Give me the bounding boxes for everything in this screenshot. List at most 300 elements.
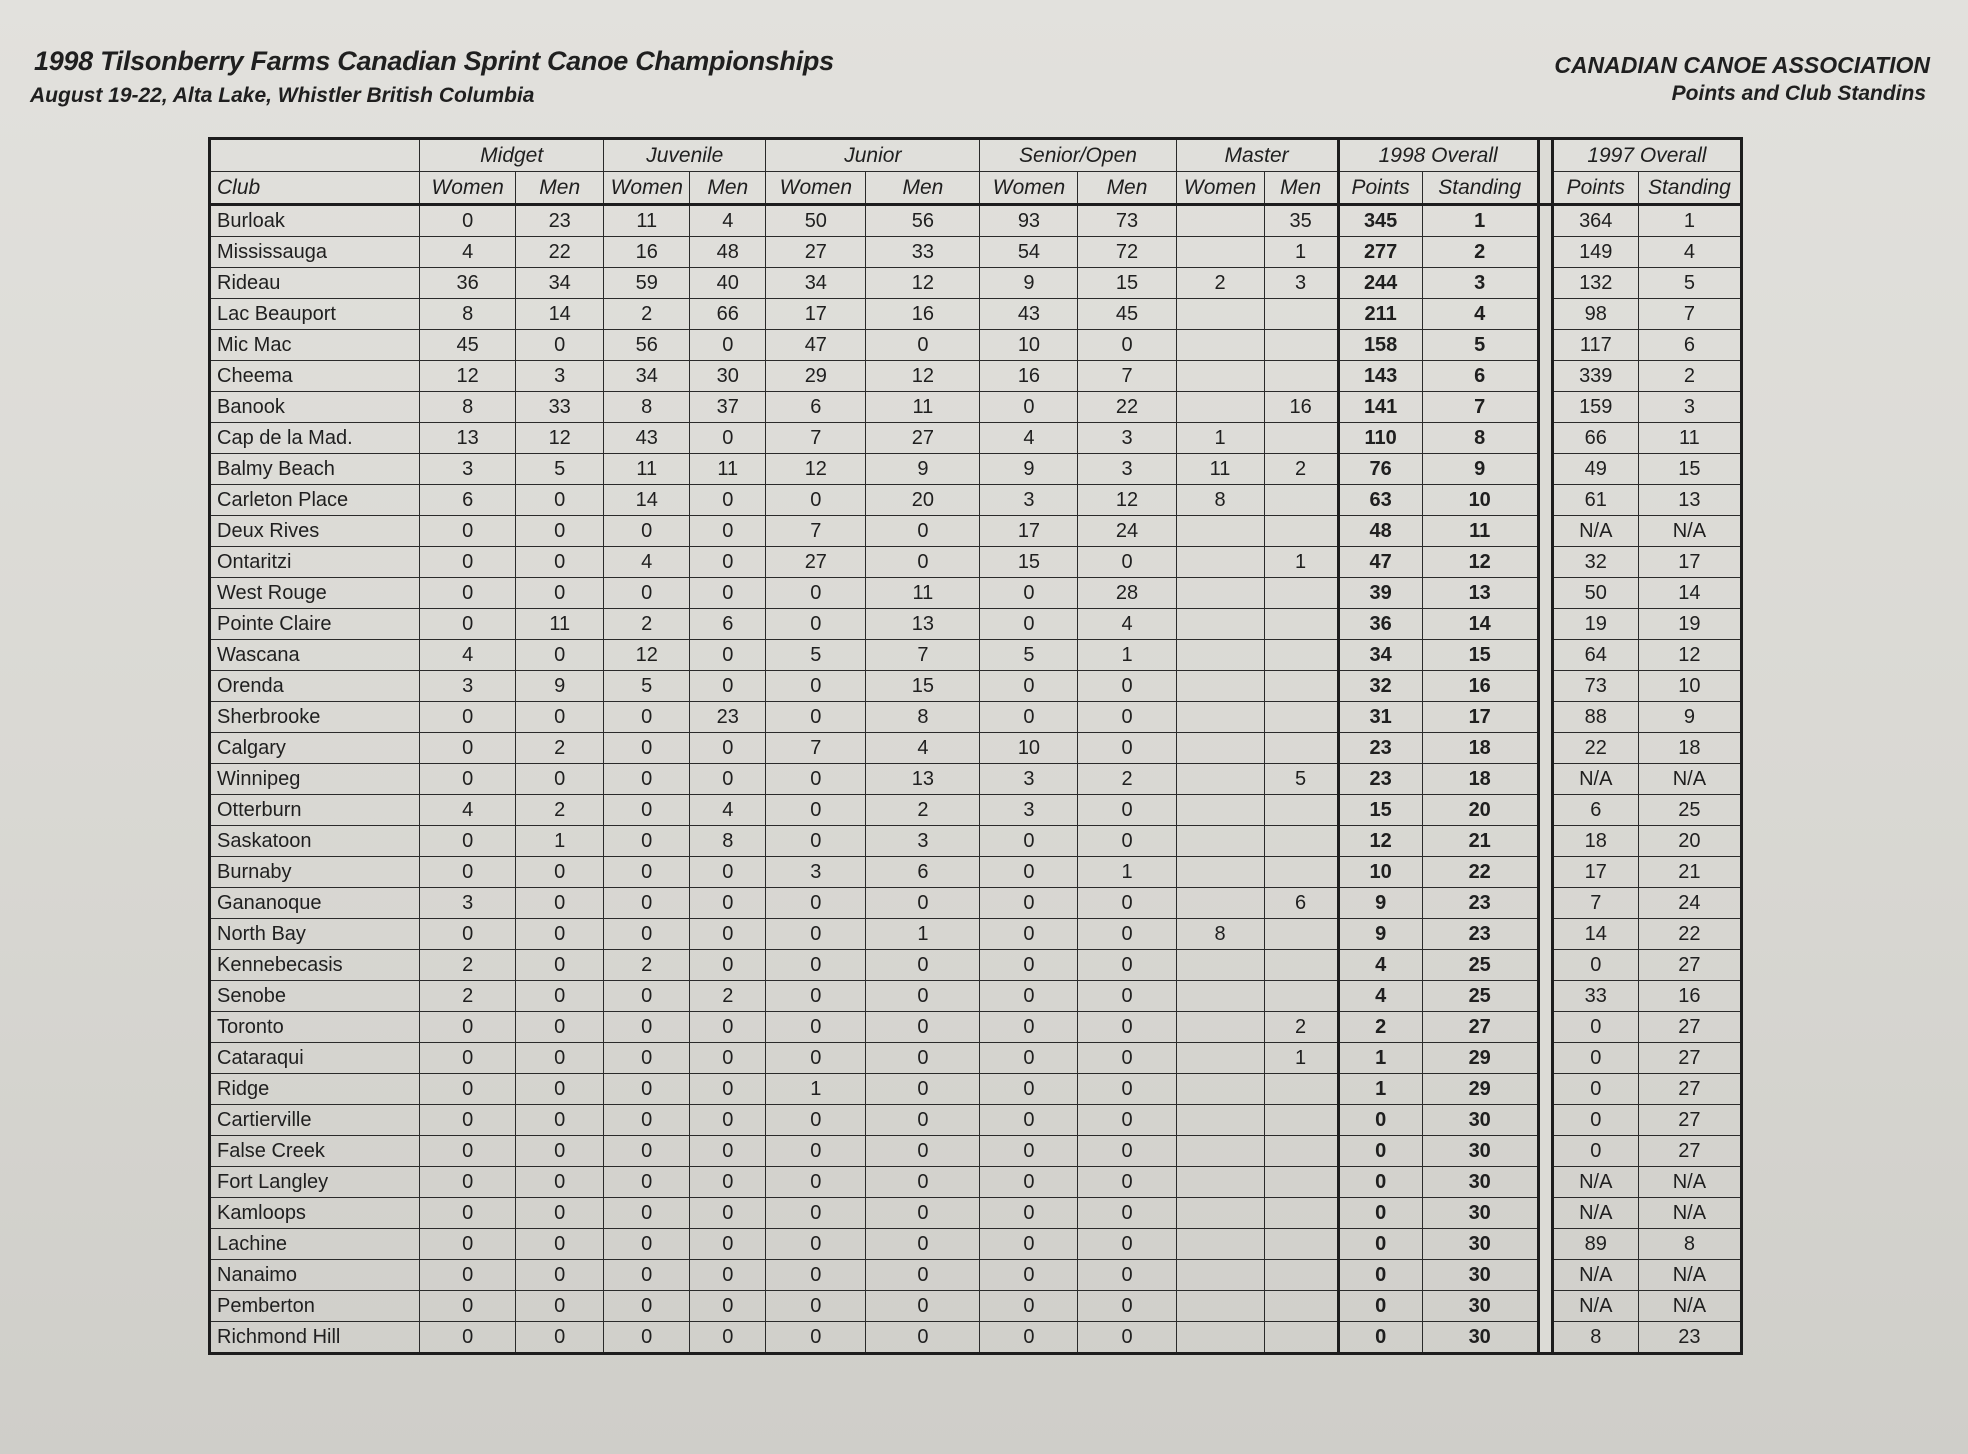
column-gap — [1538, 671, 1552, 702]
column-gap — [1538, 268, 1552, 299]
value-cell: 0 — [690, 888, 766, 919]
value-cell: 54 — [980, 237, 1078, 268]
column-gap — [1538, 733, 1552, 764]
value-cell: 0 — [866, 1074, 980, 1105]
table-row — [210, 1074, 1742, 1105]
table-row — [210, 671, 1742, 702]
value-cell: 43 — [604, 423, 690, 454]
value-cell: 88 — [1552, 702, 1638, 733]
standings-table — [208, 137, 1743, 1355]
value-cell: 14 — [1552, 919, 1638, 950]
value-cell: 33 — [866, 237, 980, 268]
value-cell: 244 — [1338, 268, 1422, 299]
value-cell: 8 — [604, 392, 690, 423]
value-cell: 5 — [766, 640, 866, 671]
group-header-juvenile: Juvenile — [604, 139, 766, 172]
value-cell: 29 — [1422, 1074, 1538, 1105]
value-cell: 0 — [516, 1322, 604, 1354]
value-cell — [1264, 1291, 1338, 1322]
value-cell: 8 — [420, 299, 516, 330]
value-cell: 7 — [866, 640, 980, 671]
value-cell: 0 — [1078, 1198, 1176, 1229]
value-cell: 0 — [766, 609, 866, 640]
value-cell: 6 — [690, 609, 766, 640]
value-cell: 1 — [1078, 640, 1176, 671]
value-cell: 12 — [1422, 547, 1538, 578]
value-cell: 2 — [420, 981, 516, 1012]
value-cell: 73 — [1078, 205, 1176, 237]
table-row — [210, 950, 1742, 981]
value-cell: 159 — [1552, 392, 1638, 423]
value-cell: 9 — [1338, 919, 1422, 950]
value-cell: 0 — [866, 1012, 980, 1043]
table-row — [210, 795, 1742, 826]
value-cell: 0 — [420, 516, 516, 547]
value-cell: 0 — [980, 888, 1078, 919]
value-cell: 0 — [766, 1229, 866, 1260]
value-cell: 0 — [604, 1074, 690, 1105]
value-cell: 66 — [1552, 423, 1638, 454]
column-gap — [1538, 139, 1552, 172]
value-cell: 23 — [1638, 1322, 1741, 1354]
value-cell: 0 — [1338, 1322, 1422, 1354]
table-row — [210, 1105, 1742, 1136]
value-cell: 0 — [690, 1136, 766, 1167]
value-cell: 0 — [980, 826, 1078, 857]
value-cell — [1264, 423, 1338, 454]
value-cell: 0 — [980, 1105, 1078, 1136]
value-cell — [1176, 1043, 1264, 1074]
value-cell: 0 — [604, 1291, 690, 1322]
value-cell: 28 — [1078, 578, 1176, 609]
column-gap — [1538, 237, 1552, 268]
value-cell: 27 — [766, 547, 866, 578]
value-cell: 30 — [1422, 1105, 1538, 1136]
value-cell: 14 — [604, 485, 690, 516]
value-cell — [1176, 888, 1264, 919]
value-cell: 5 — [1638, 268, 1741, 299]
value-cell: 14 — [1638, 578, 1741, 609]
value-cell: 8 — [1552, 1322, 1638, 1354]
value-cell: 29 — [1422, 1043, 1538, 1074]
value-cell — [1264, 516, 1338, 547]
value-cell: 11 — [690, 454, 766, 485]
value-cell: 11 — [604, 205, 690, 237]
value-cell: 0 — [1078, 1322, 1176, 1354]
value-cell: 0 — [866, 1291, 980, 1322]
value-cell: 0 — [516, 485, 604, 516]
club-name-cell: Gananoque — [210, 888, 420, 919]
value-cell — [1264, 1260, 1338, 1291]
value-cell: 0 — [766, 1198, 866, 1229]
column-gap — [1538, 981, 1552, 1012]
value-cell: 12 — [1078, 485, 1176, 516]
value-cell: 0 — [604, 1012, 690, 1043]
value-cell — [1176, 578, 1264, 609]
value-cell: 0 — [1552, 1105, 1638, 1136]
table-row — [210, 299, 1742, 330]
value-cell — [1264, 485, 1338, 516]
value-cell: 30 — [1422, 1322, 1538, 1354]
value-cell: 0 — [516, 1198, 604, 1229]
value-cell: 0 — [1078, 1136, 1176, 1167]
value-cell: 10 — [980, 330, 1078, 361]
value-cell: 8 — [420, 392, 516, 423]
value-cell — [1176, 361, 1264, 392]
value-cell — [1264, 1229, 1338, 1260]
value-cell: 4 — [420, 237, 516, 268]
value-cell: 16 — [1264, 392, 1338, 423]
club-name-cell: Cartierville — [210, 1105, 420, 1136]
value-cell: 0 — [690, 1229, 766, 1260]
value-cell: 0 — [420, 857, 516, 888]
value-cell: 0 — [690, 1105, 766, 1136]
value-cell: 0 — [1078, 1167, 1176, 1198]
value-cell: 76 — [1338, 454, 1422, 485]
club-name-cell: Cap de la Mad. — [210, 423, 420, 454]
value-cell: 17 — [766, 299, 866, 330]
value-cell: 4 — [1338, 950, 1422, 981]
sub-header: Men — [690, 172, 766, 205]
value-cell — [1176, 950, 1264, 981]
value-cell: 3 — [980, 764, 1078, 795]
value-cell: 25 — [1638, 795, 1741, 826]
value-cell — [1264, 671, 1338, 702]
club-name-cell: Mic Mac — [210, 330, 420, 361]
table-row — [210, 609, 1742, 640]
table-row — [210, 1291, 1742, 1322]
value-cell: 0 — [1552, 1012, 1638, 1043]
value-cell: 2 — [1638, 361, 1741, 392]
value-cell: 0 — [866, 330, 980, 361]
value-cell — [1176, 392, 1264, 423]
value-cell: 48 — [1338, 516, 1422, 547]
value-cell: 17 — [1638, 547, 1741, 578]
value-cell: 0 — [766, 826, 866, 857]
sub-header: Points — [1338, 172, 1422, 205]
value-cell: 20 — [1638, 826, 1741, 857]
value-cell: 0 — [766, 1105, 866, 1136]
club-name-cell: Cheema — [210, 361, 420, 392]
value-cell — [1176, 237, 1264, 268]
value-cell: 211 — [1338, 299, 1422, 330]
column-gap — [1538, 1074, 1552, 1105]
value-cell: 21 — [1422, 826, 1538, 857]
value-cell: 0 — [516, 1136, 604, 1167]
column-gap — [1538, 857, 1552, 888]
table-row — [210, 1322, 1742, 1354]
value-cell — [1176, 547, 1264, 578]
value-cell: 0 — [516, 1105, 604, 1136]
value-cell: 20 — [1422, 795, 1538, 826]
value-cell: 8 — [866, 702, 980, 733]
value-cell: 9 — [980, 454, 1078, 485]
value-cell: 30 — [1422, 1291, 1538, 1322]
table-row — [210, 1136, 1742, 1167]
value-cell: 277 — [1338, 237, 1422, 268]
value-cell: 64 — [1552, 640, 1638, 671]
value-cell: 0 — [604, 1105, 690, 1136]
value-cell — [1264, 733, 1338, 764]
value-cell: 0 — [690, 640, 766, 671]
value-cell: 12 — [516, 423, 604, 454]
value-cell: 3 — [1422, 268, 1538, 299]
value-cell — [1176, 330, 1264, 361]
value-cell: 33 — [516, 392, 604, 423]
value-cell: 17 — [1552, 857, 1638, 888]
table-row — [210, 1229, 1742, 1260]
value-cell: 34 — [516, 268, 604, 299]
value-cell: 11 — [1422, 516, 1538, 547]
value-cell: 17 — [980, 516, 1078, 547]
value-cell — [1264, 1198, 1338, 1229]
column-gap — [1538, 1105, 1552, 1136]
value-cell: 6 — [1264, 888, 1338, 919]
club-name-cell: Pointe Claire — [210, 609, 420, 640]
value-cell: 0 — [980, 392, 1078, 423]
column-gap — [1538, 423, 1552, 454]
value-cell — [1176, 1074, 1264, 1105]
value-cell: 27 — [866, 423, 980, 454]
value-cell — [1264, 1136, 1338, 1167]
value-cell: 30 — [1422, 1136, 1538, 1167]
value-cell: 9 — [1422, 454, 1538, 485]
value-cell: 0 — [690, 919, 766, 950]
value-cell: 34 — [604, 361, 690, 392]
value-cell: 5 — [1422, 330, 1538, 361]
value-cell: 2 — [1264, 454, 1338, 485]
value-cell: 16 — [980, 361, 1078, 392]
value-cell: N/A — [1552, 764, 1638, 795]
value-cell: 37 — [690, 392, 766, 423]
value-cell: 0 — [1078, 733, 1176, 764]
value-cell: N/A — [1552, 1167, 1638, 1198]
group-header-master: Master — [1176, 139, 1338, 172]
value-cell: 11 — [866, 392, 980, 423]
value-cell: 0 — [866, 516, 980, 547]
value-cell: 345 — [1338, 205, 1422, 237]
sub-header: Women — [980, 172, 1078, 205]
value-cell: 27 — [1638, 950, 1741, 981]
table-row — [210, 857, 1742, 888]
value-cell: 4 — [420, 640, 516, 671]
sub-header: Standing — [1638, 172, 1741, 205]
value-cell: 110 — [1338, 423, 1422, 454]
value-cell: 0 — [516, 578, 604, 609]
value-cell: 7 — [766, 733, 866, 764]
value-cell: N/A — [1638, 516, 1741, 547]
value-cell: 27 — [766, 237, 866, 268]
value-cell: 0 — [866, 950, 980, 981]
value-cell: 0 — [766, 1043, 866, 1074]
value-cell: 17 — [1422, 702, 1538, 733]
value-cell: 3 — [1078, 454, 1176, 485]
value-cell: 4 — [604, 547, 690, 578]
value-cell: 25 — [1422, 981, 1538, 1012]
value-cell — [1176, 1105, 1264, 1136]
column-gap — [1538, 299, 1552, 330]
value-cell: 0 — [420, 1291, 516, 1322]
column-gap — [1538, 1136, 1552, 1167]
value-cell: 21 — [1638, 857, 1741, 888]
value-cell: 0 — [866, 1260, 980, 1291]
value-cell: 7 — [1078, 361, 1176, 392]
value-cell: 23 — [690, 702, 766, 733]
value-cell: 18 — [1638, 733, 1741, 764]
club-name-cell: West Rouge — [210, 578, 420, 609]
value-cell: 10 — [1638, 671, 1741, 702]
value-cell — [1176, 671, 1264, 702]
value-cell: 0 — [516, 640, 604, 671]
table-row — [210, 361, 1742, 392]
club-name-cell: Saskatoon — [210, 826, 420, 857]
value-cell: 2 — [516, 795, 604, 826]
value-cell: 9 — [1638, 702, 1741, 733]
value-cell: 0 — [604, 826, 690, 857]
value-cell: 48 — [690, 237, 766, 268]
value-cell: 0 — [690, 1322, 766, 1354]
value-cell: 0 — [690, 485, 766, 516]
value-cell: 0 — [604, 702, 690, 733]
column-gap — [1538, 547, 1552, 578]
value-cell: 0 — [604, 919, 690, 950]
table-row — [210, 640, 1742, 671]
value-cell: 0 — [1552, 950, 1638, 981]
club-name-cell: Lachine — [210, 1229, 420, 1260]
value-cell — [1264, 609, 1338, 640]
value-cell — [1176, 795, 1264, 826]
value-cell: 0 — [690, 950, 766, 981]
value-cell: 15 — [1338, 795, 1422, 826]
table-row — [210, 1012, 1742, 1043]
value-cell: 4 — [1422, 299, 1538, 330]
column-gap — [1538, 1322, 1552, 1354]
table-row — [210, 919, 1742, 950]
value-cell: 0 — [420, 1260, 516, 1291]
value-cell: 0 — [690, 1012, 766, 1043]
value-cell: 0 — [604, 578, 690, 609]
value-cell: 0 — [690, 330, 766, 361]
value-cell: 0 — [690, 857, 766, 888]
value-cell — [1264, 1105, 1338, 1136]
column-gap — [1538, 1291, 1552, 1322]
value-cell: 1 — [1338, 1043, 1422, 1074]
value-cell: 0 — [1078, 888, 1176, 919]
value-cell: 4 — [1338, 981, 1422, 1012]
value-cell: 0 — [766, 888, 866, 919]
column-gap — [1538, 516, 1552, 547]
value-cell: 3 — [420, 888, 516, 919]
club-name-cell: False Creek — [210, 1136, 420, 1167]
group-header-junior: Junior — [766, 139, 980, 172]
group-header-senior-open: Senior/Open — [980, 139, 1176, 172]
table-row — [210, 764, 1742, 795]
value-cell — [1264, 640, 1338, 671]
column-gap — [1538, 1167, 1552, 1198]
table-row — [210, 1167, 1742, 1198]
club-name-cell: Kamloops — [210, 1198, 420, 1229]
club-name-cell: Ridge — [210, 1074, 420, 1105]
value-cell: 0 — [980, 857, 1078, 888]
value-cell: 2 — [420, 950, 516, 981]
value-cell: 15 — [980, 547, 1078, 578]
value-cell: 0 — [516, 1260, 604, 1291]
value-cell: 30 — [1422, 1260, 1538, 1291]
value-cell: 29 — [766, 361, 866, 392]
value-cell: 23 — [516, 205, 604, 237]
sub-header: Points — [1552, 172, 1638, 205]
value-cell: 2 — [1176, 268, 1264, 299]
value-cell: 16 — [866, 299, 980, 330]
value-cell — [1176, 1198, 1264, 1229]
standings-table-body — [210, 205, 1742, 1354]
sub-header: Men — [516, 172, 604, 205]
club-name-cell: Calgary — [210, 733, 420, 764]
value-cell: 1 — [1264, 1043, 1338, 1074]
value-cell: 31 — [1338, 702, 1422, 733]
value-cell — [1176, 702, 1264, 733]
value-cell: 59 — [604, 268, 690, 299]
column-gap — [1538, 578, 1552, 609]
value-cell: 0 — [980, 1322, 1078, 1354]
value-cell: 56 — [604, 330, 690, 361]
value-cell: 4 — [1078, 609, 1176, 640]
value-cell: 6 — [1638, 330, 1741, 361]
value-cell: 0 — [516, 330, 604, 361]
club-group-cell — [210, 139, 420, 172]
value-cell: 32 — [1552, 547, 1638, 578]
value-cell: 0 — [690, 1260, 766, 1291]
value-cell: 0 — [980, 1167, 1078, 1198]
value-cell: 0 — [690, 1074, 766, 1105]
value-cell: 0 — [516, 919, 604, 950]
value-cell: 0 — [866, 547, 980, 578]
value-cell: 50 — [766, 205, 866, 237]
value-cell: 12 — [420, 361, 516, 392]
table-row — [210, 485, 1742, 516]
value-cell: 11 — [516, 609, 604, 640]
value-cell: 0 — [1078, 1260, 1176, 1291]
club-name-cell: Wascana — [210, 640, 420, 671]
value-cell — [1264, 981, 1338, 1012]
value-cell: 0 — [980, 1229, 1078, 1260]
value-cell: 0 — [604, 733, 690, 764]
value-cell: 16 — [1422, 671, 1538, 702]
value-cell: 0 — [604, 857, 690, 888]
club-name-cell: Carleton Place — [210, 485, 420, 516]
value-cell: 11 — [1176, 454, 1264, 485]
club-name-cell: Orenda — [210, 671, 420, 702]
table-row — [210, 423, 1742, 454]
value-cell: 2 — [866, 795, 980, 826]
value-cell: 0 — [1078, 1074, 1176, 1105]
value-cell: 39 — [1338, 578, 1422, 609]
value-cell: 0 — [1338, 1198, 1422, 1229]
sub-header: Men — [1078, 172, 1176, 205]
value-cell: 3 — [516, 361, 604, 392]
value-cell: 3 — [1638, 392, 1741, 423]
value-cell: 3 — [866, 826, 980, 857]
value-cell: 4 — [690, 205, 766, 237]
value-cell: 0 — [980, 1043, 1078, 1074]
value-cell: 49 — [1552, 454, 1638, 485]
club-name-cell: Ontaritzi — [210, 547, 420, 578]
value-cell: 33 — [1552, 981, 1638, 1012]
value-cell: 27 — [1638, 1074, 1741, 1105]
value-cell: 3 — [980, 485, 1078, 516]
value-cell: 0 — [516, 950, 604, 981]
value-cell: 98 — [1552, 299, 1638, 330]
